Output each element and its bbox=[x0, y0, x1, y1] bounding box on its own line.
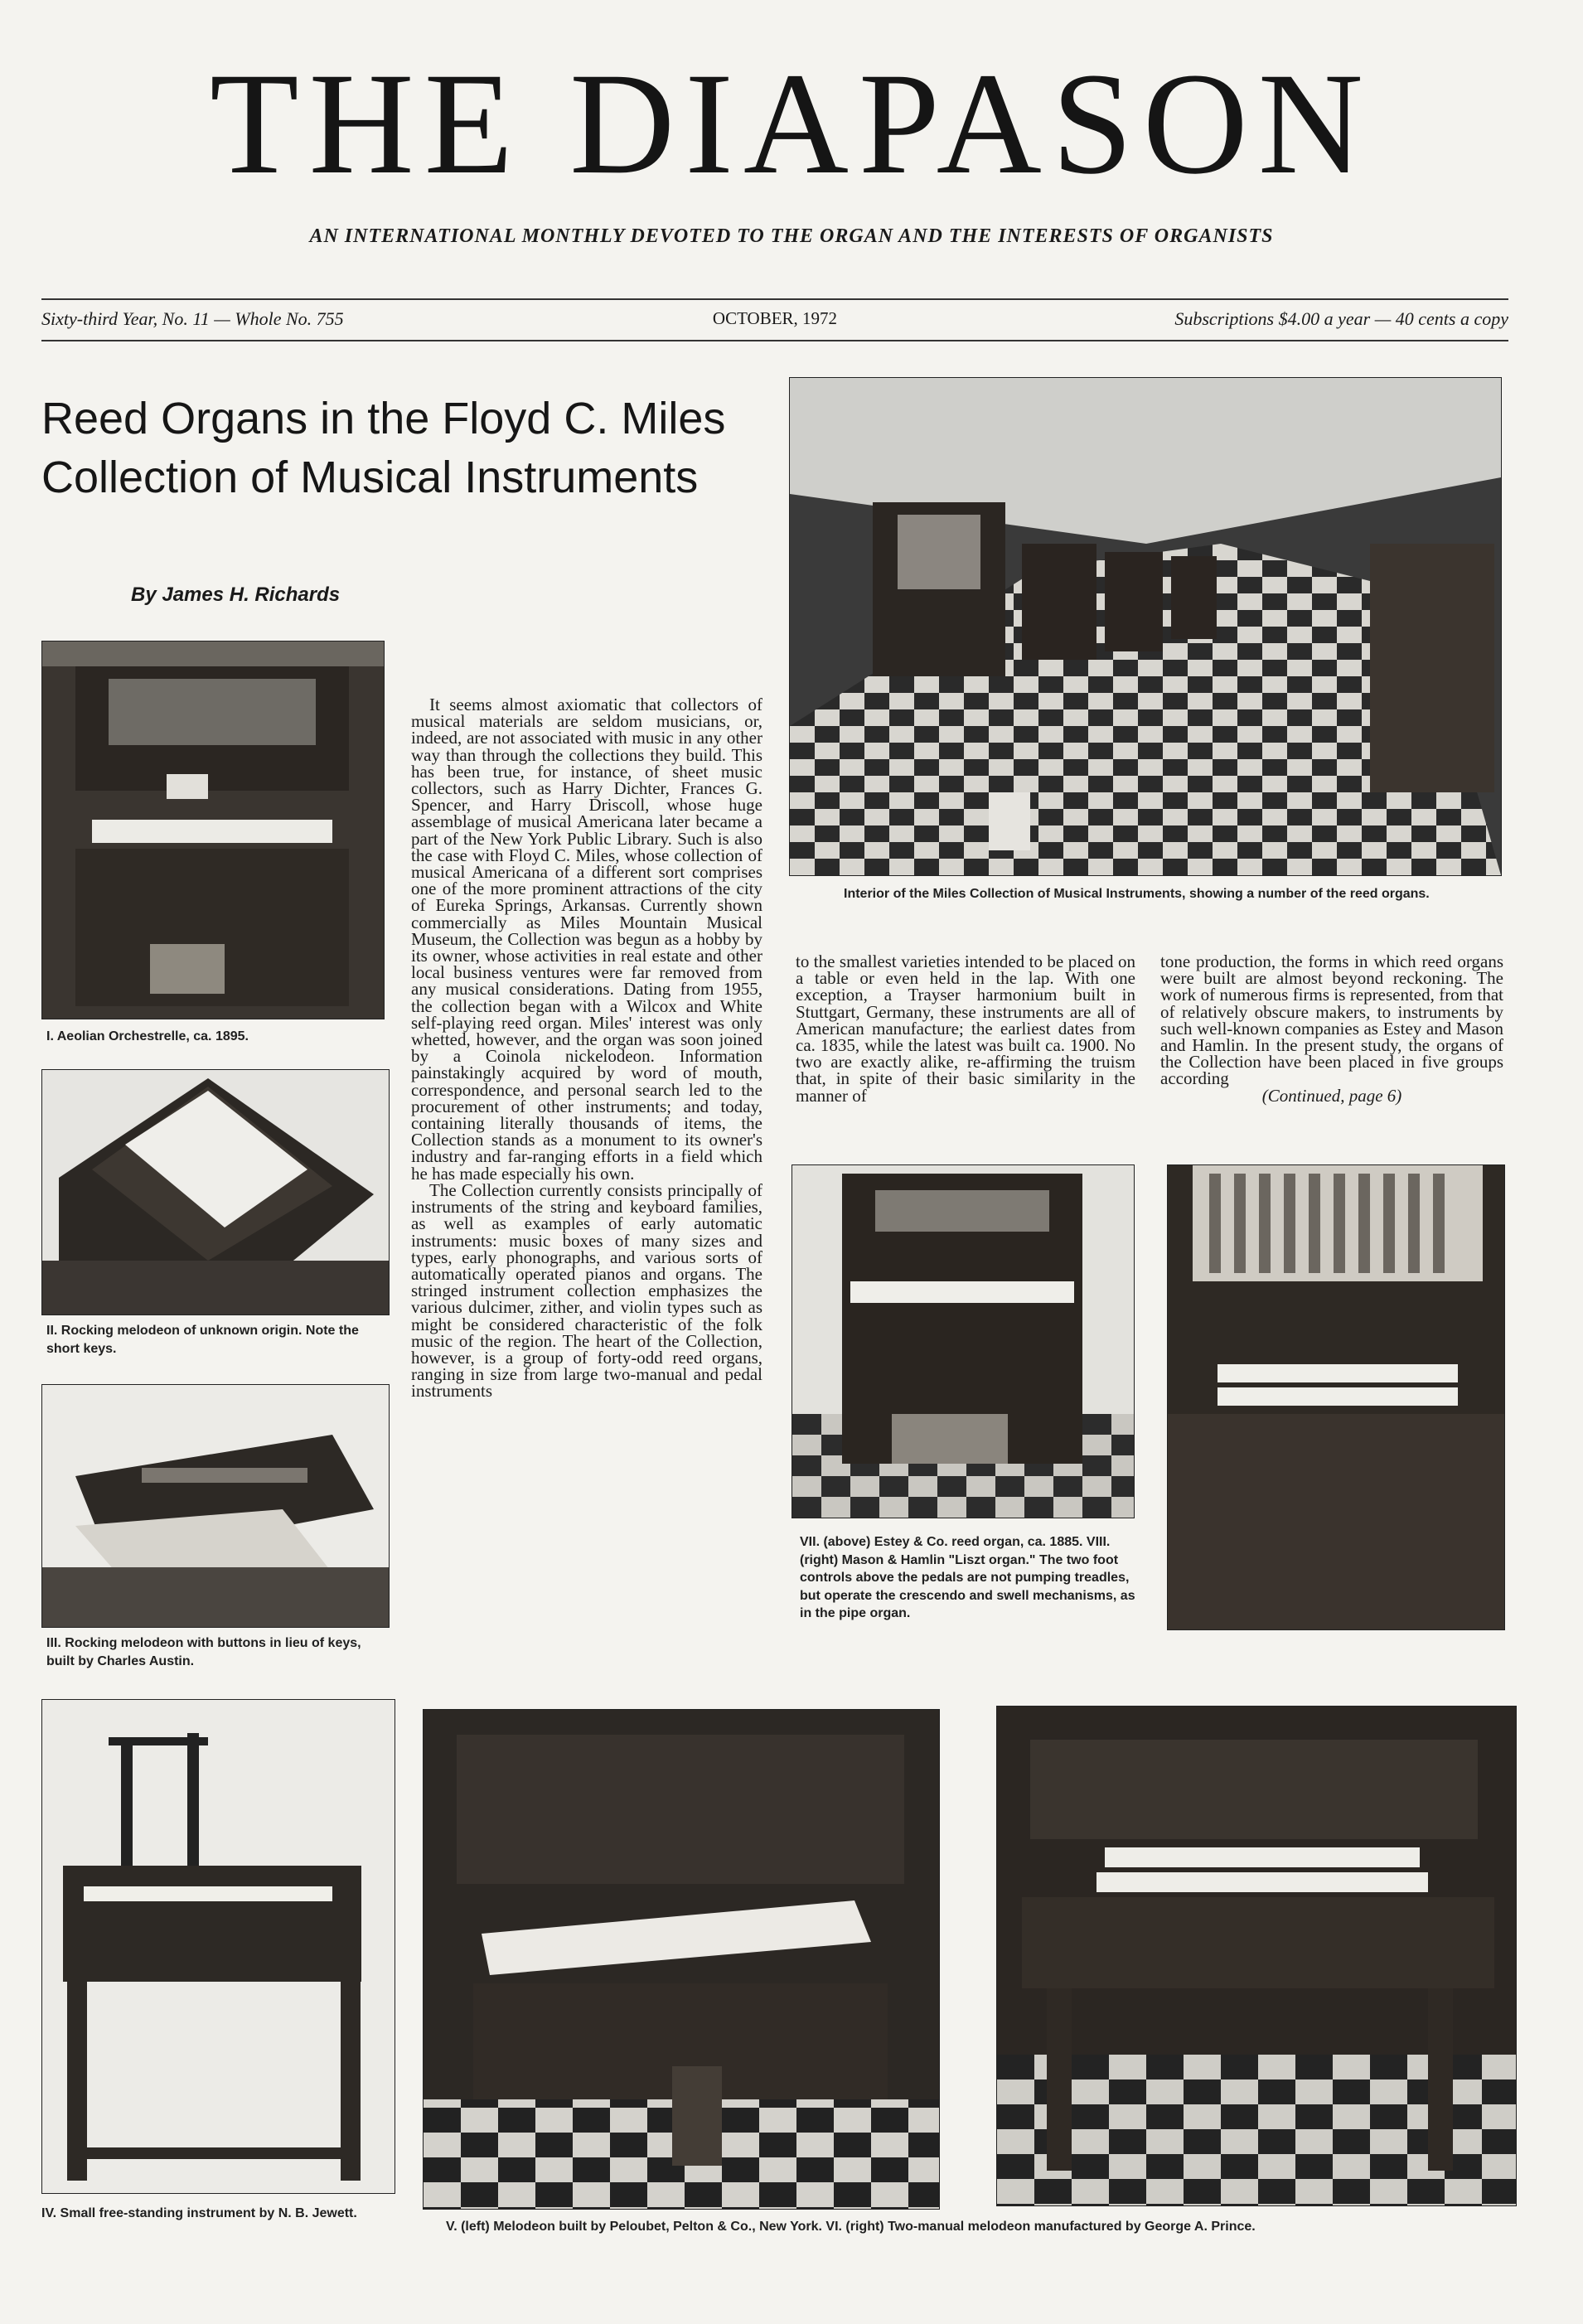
caption-fig3: III. Rocking melodeon with buttons in lieu of keys, built by Charles Austin. bbox=[46, 1636, 361, 1668]
article-body-column-1 bbox=[411, 696, 762, 1400]
headline-line-2: Collection of Musical Instruments bbox=[41, 453, 699, 503]
photo-fig7-estey-reed-organ bbox=[792, 1164, 1135, 1518]
photo-interior bbox=[789, 377, 1502, 876]
article-headline bbox=[41, 390, 771, 508]
article-paragraph-3: to the smallest varieties intended to be placed on a table or even held in the lap. With one exception, a Trayser harmonium built in Stuttgart, Germany, these instruments are all of American manufacture; the earliest dates from ca. 1835, while the latest was built ca. 1900. No two are exactly alike, re-affirming the truism that, in spite of their basic similarity in the manner of bbox=[796, 951, 1135, 1106]
header-rule-bottom bbox=[41, 340, 1508, 341]
continued-note: (Continued, page 6) bbox=[1261, 1085, 1402, 1106]
article-byline: By James H. Richards bbox=[131, 583, 341, 606]
issue-volume: Sixty-third Year, No. 11 — Whole No. 755 bbox=[41, 308, 344, 329]
caption-fig7-fig8: VII. (above) Estey & Co. reed organ, ca. 1885. VIII. (right) Mason & Hamlin "Liszt organ." The two foot controls above the pedals are not pumping treadles, but operate the crescendo and swell mechanisms, as in the pipe organ. bbox=[800, 1535, 1135, 1621]
masthead-title: THE DIAPASON bbox=[210, 43, 1373, 205]
headline-line-1: Reed Organs in the Floyd C. Miles bbox=[41, 394, 726, 443]
issue-subscription: Subscriptions $4.00 a year — 40 cents a copy bbox=[1174, 308, 1508, 329]
masthead-tagline: AN INTERNATIONAL MONTHLY DEVOTED TO THE ORGAN AND THE INTERESTS OF ORGANISTS bbox=[309, 225, 1274, 247]
issue-info-row bbox=[41, 308, 1508, 333]
caption-fig4: IV. Small free-standing instrument by N. B. Jewett. bbox=[41, 2206, 357, 2220]
article-paragraph-4: tone production, the forms in which reed organs were built are almost beyond reckoning. The work of numerous firms is represented, from that of relatively obscure makers, to instruments by such well-known companies as Estey and Mason and Hamlin. In the present study, the organs of the Collection have been placed in five groups according bbox=[1160, 951, 1503, 1089]
photo-fig5-peloubet-melodeon bbox=[423, 1709, 940, 2210]
article-paragraph-2: The Collection currently consists principally of instruments of the string and keyboard families, as well as examples of early automatic instruments: music boxes of many sizes and types, early phonographs, and various sorts of automatically operated pianos and organs. The stringed instrument collection emphasizes the various dulcimer, zither, and violin types such as might be considered characteristic of the folk music of the region. The heart of the Collection, however, is a group of forty-odd reed organs, ranging in size from large two-manual and pedal instruments bbox=[411, 1179, 762, 1402]
caption-fig5-fig6: V. (left) Melodeon built by Peloubet, Pelton & Co., New York. VI. (right) Two-manual melodeon manufactured by George A. Prince. bbox=[446, 2220, 1256, 2234]
article-body-column-2 bbox=[796, 953, 1135, 1104]
photo-fig8-mason-hamlin-liszt-organ bbox=[1167, 1164, 1505, 1630]
article-body-column-3 bbox=[1160, 953, 1503, 1104]
caption-fig1: I. Aeolian Orchestrelle, ca. 1895. bbox=[46, 1029, 249, 1043]
issue-date: OCTOBER, 1972 bbox=[712, 308, 838, 328]
photo-fig1-aeolian-orchestrelle bbox=[41, 641, 385, 1019]
caption-fig2: II. Rocking melodeon of unknown origin. Note the short keys. bbox=[46, 1324, 359, 1356]
photo-fig6-prince-two-manual-melodeon bbox=[996, 1706, 1517, 2206]
photo-fig2-rocking-melodeon bbox=[41, 1069, 390, 1315]
caption-interior: Interior of the Miles Collection of Musical Instruments, showing a number of the reed organs. bbox=[844, 887, 1430, 901]
header-rule-top bbox=[41, 298, 1508, 300]
photo-fig3-button-melodeon bbox=[41, 1384, 390, 1628]
photo-fig4-jewett-instrument bbox=[41, 1699, 395, 2194]
article-paragraph-1: It seems almost axiomatic that collectors of musical materials are seldom musicians, or, indeed, are not associated with music in any other way than through the collections they build. This has been true, for instance, of sheet music collectors, such as Harry Dichter, Frances G. Spencer, and Harry Driscoll, whose huge assemblage of musical Americana later became a part of the New York Public Library. Such is also the case with Floyd C. Miles, whose collection of musical Americana of a different sort comprises one of the more prominent attractions of the city of Eureka Springs, Arkansas. Currently shown commercially as Miles Mountain Musical Museum, the Collection was begun as a hobby by its owner, whose activities in real estate and other local business ventures were far removed from any musical considerations. Dating from 1955, the collection began with a Wilcox and White self-playing reed organ. Miles' interest was only whetted, however, and the organ was soon joined by a Coinola nickelodeon. Information painstakingly acquired by word of mouth, correspondence, and personal search led to the procurement of other instruments; and today, containing literally thousands of items, the Collection stands as a monument to its owner's industry and far-ranging efforts in a field which he has made especially his own. bbox=[411, 695, 762, 1184]
